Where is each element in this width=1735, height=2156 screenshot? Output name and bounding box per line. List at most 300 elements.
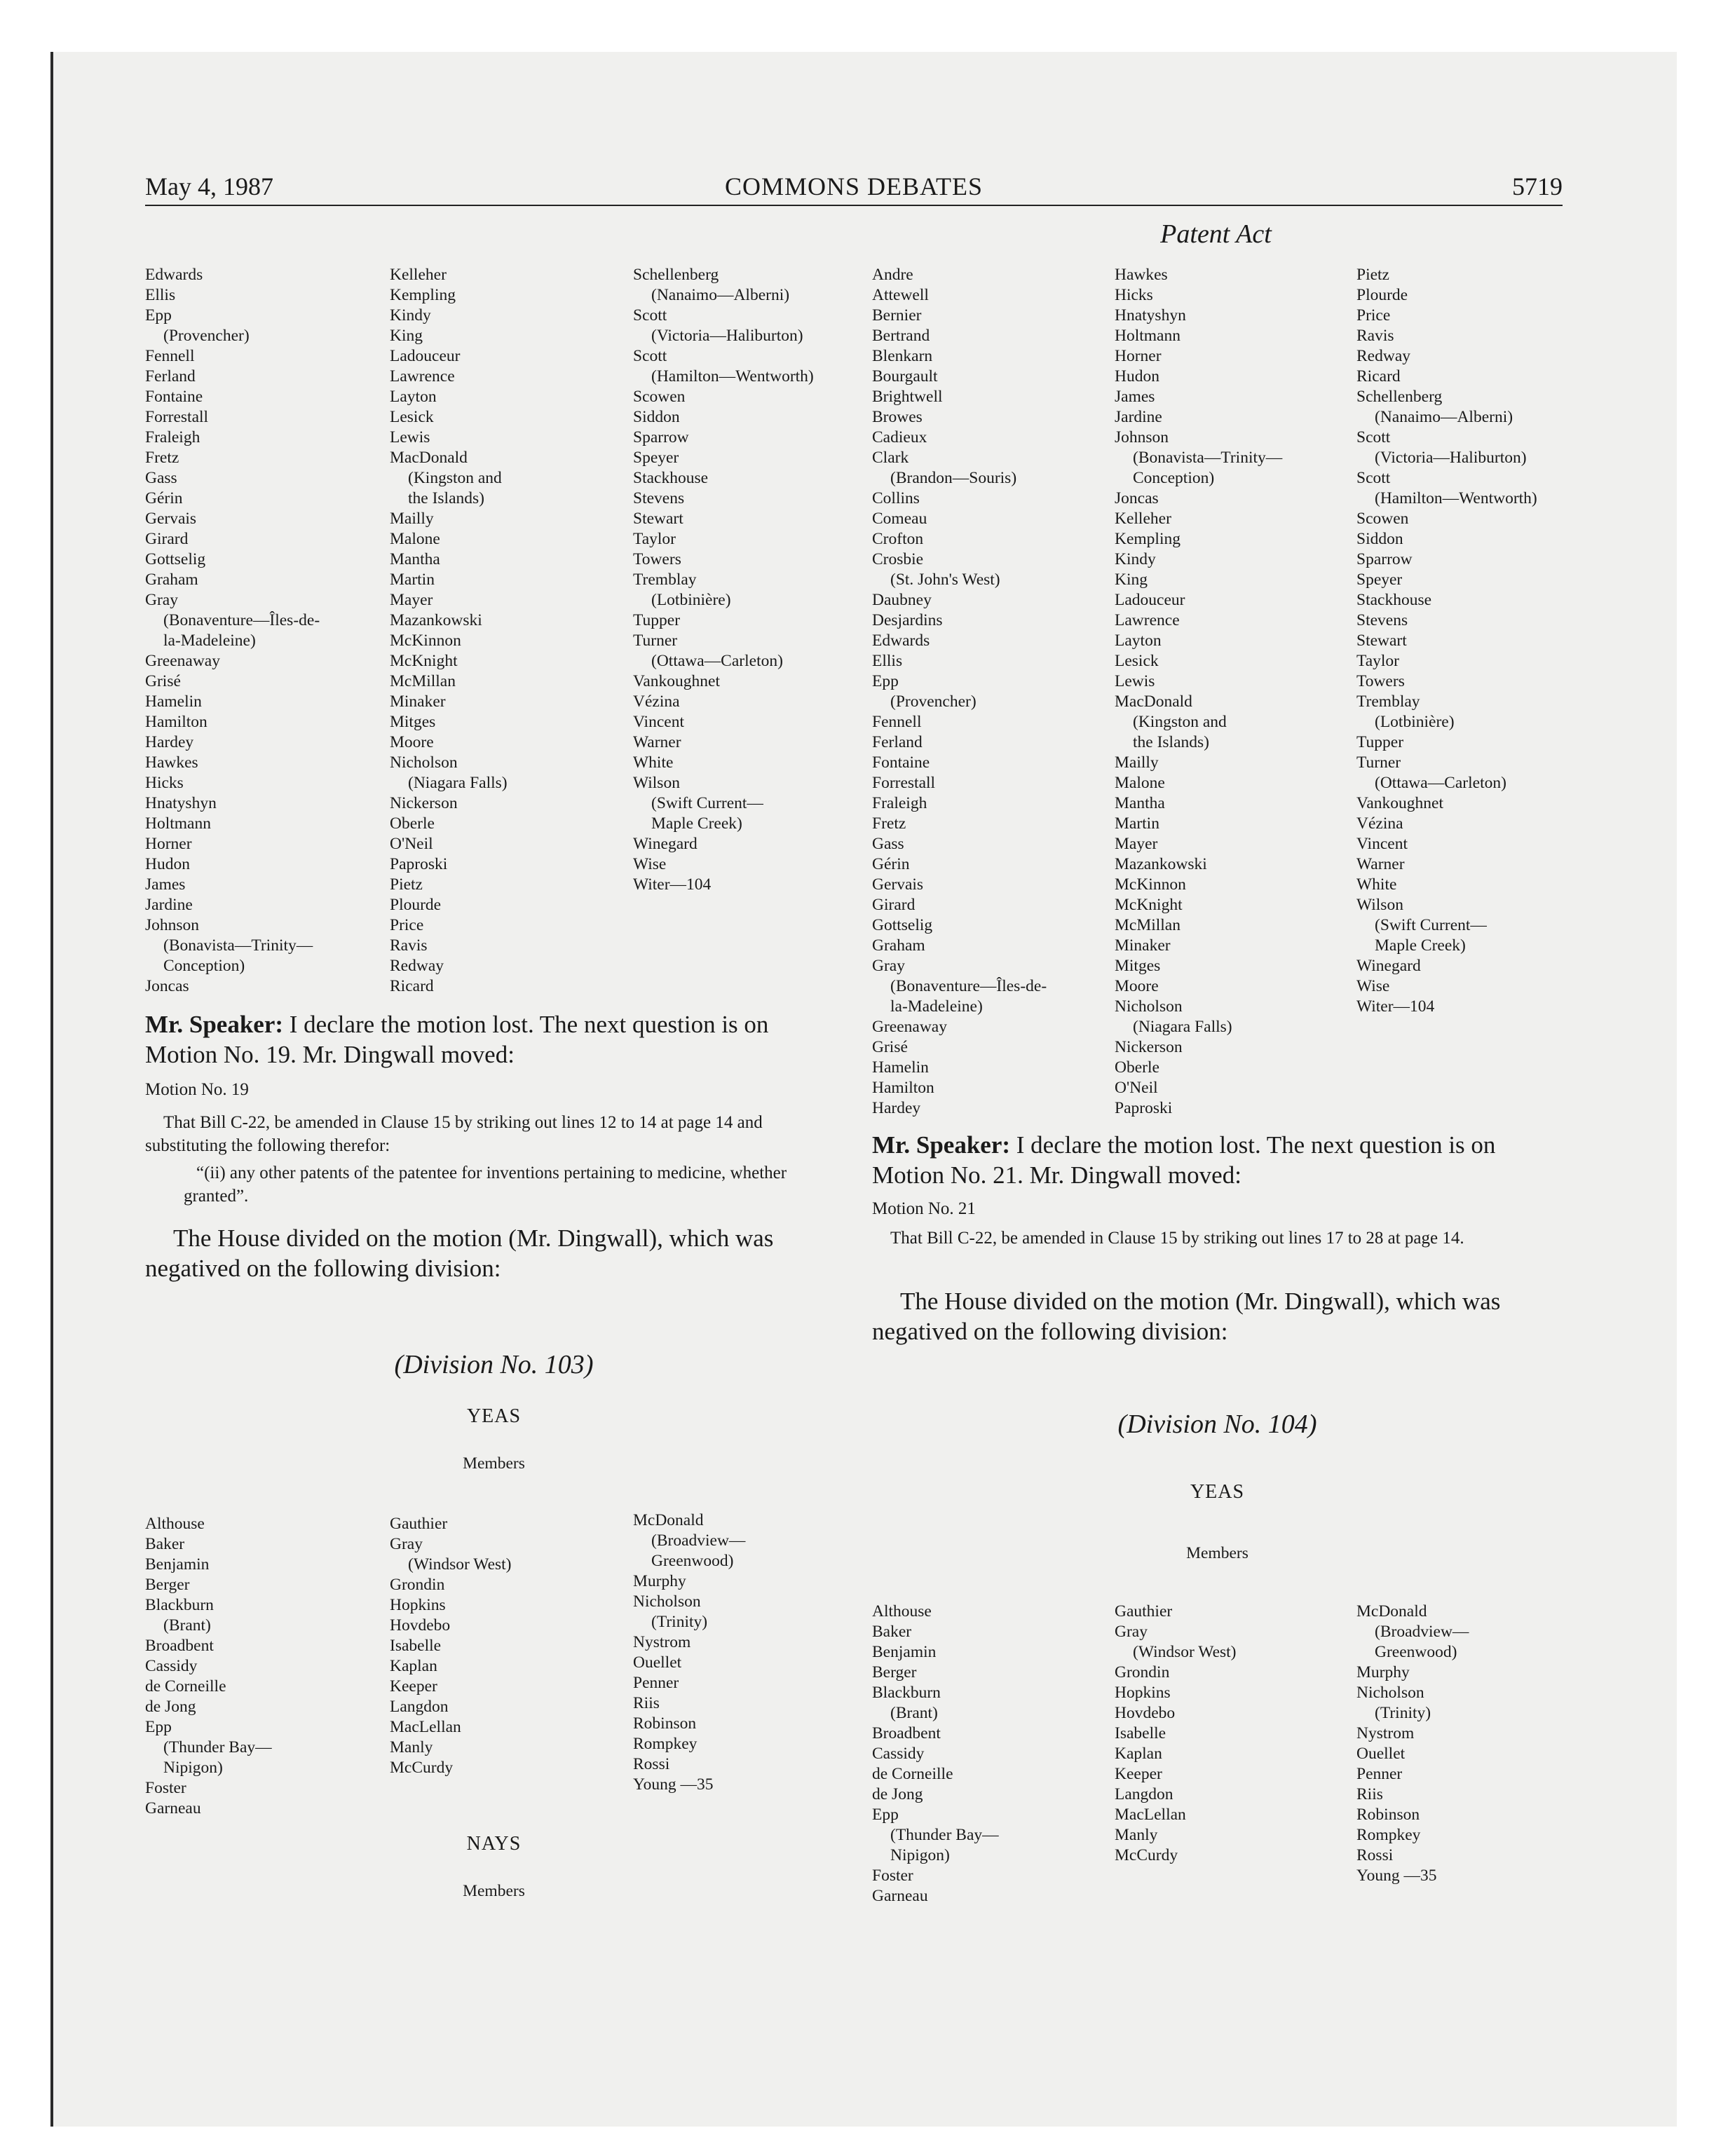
scan-edge-shadow: [50, 52, 53, 2127]
member-name: Paproski: [390, 855, 448, 873]
member-name: Speyer: [1356, 571, 1403, 589]
member-name: Epp: [872, 672, 899, 690]
member-name: Robinson: [1356, 1806, 1420, 1824]
member-name: Blenkarn: [872, 347, 933, 365]
member-name: (Hamilton—Wentworth): [651, 367, 814, 386]
member-name: Ladouceur: [390, 347, 461, 365]
member-name: Kelleher: [390, 266, 447, 284]
left-motion-quote: “(ii) any other patents of the patentee for inventions pertaining to medicine, whether granted”.: [184, 1164, 787, 1206]
member-name: Ferland: [145, 367, 196, 386]
member-name: Keeper: [390, 1677, 437, 1696]
member-name: Winegard: [1356, 957, 1421, 975]
speaker-label: Mr. Speaker:: [872, 1131, 1011, 1159]
member-name: Fraleigh: [872, 794, 927, 812]
member-name: O'Neil: [390, 835, 433, 853]
member-name: Maple Creek): [651, 814, 742, 833]
member-name: Nicholson: [1356, 1684, 1424, 1702]
member-name: Minaker: [390, 692, 446, 711]
member-name: Mayer: [390, 591, 433, 609]
member-name: (Victoria—Haliburton): [1375, 449, 1527, 467]
member-name: Nickerson: [1115, 1038, 1183, 1056]
member-name: Girard: [872, 896, 916, 914]
member-name: Ellis: [145, 286, 176, 304]
member-name: Girard: [145, 530, 189, 548]
member-name: (Niagara Falls): [408, 774, 508, 792]
member-name: Jardine: [1115, 408, 1162, 426]
member-name: Lawrence: [1115, 611, 1180, 629]
member-name: Andre: [872, 266, 913, 284]
member-name: Price: [1356, 306, 1391, 325]
member-name: Fennell: [145, 347, 195, 365]
member-name: Hudon: [145, 855, 190, 873]
member-name: King: [1115, 571, 1148, 589]
member-name: Lewis: [390, 428, 430, 446]
member-name: James: [1115, 388, 1155, 406]
division-suffix: ): [584, 1350, 594, 1379]
member-name: Scott: [633, 306, 667, 325]
member-name: Vincent: [1356, 835, 1408, 853]
right-yeas-column-3: [1356, 1602, 1469, 1886]
left-nays-members-label: Members: [463, 1882, 525, 1900]
member-name: Mantha: [1115, 794, 1165, 812]
member-name: Graham: [872, 936, 925, 955]
member-name: Graham: [145, 571, 198, 589]
member-name: Gauthier: [1115, 1602, 1173, 1621]
member-name: Fretz: [145, 449, 179, 467]
right-nays-column-1: [872, 265, 1047, 1119]
member-name: Witer—104: [1356, 997, 1435, 1016]
member-name: la-Madeleine): [163, 632, 256, 650]
member-name: Althouse: [145, 1515, 205, 1533]
member-name: Warner: [633, 733, 681, 751]
member-name: Comeau: [872, 510, 927, 528]
member-name: Towers: [633, 550, 681, 568]
member-name: (Bonaventure—Îles-de-: [890, 977, 1047, 995]
member-name: Martin: [390, 571, 435, 589]
left-yeas-column-2: [390, 1514, 512, 1778]
member-name: Kindy: [390, 306, 431, 325]
member-name: Wilson: [1356, 896, 1403, 914]
member-name: Broadbent: [145, 1637, 214, 1655]
member-name: MacDonald: [1115, 692, 1192, 711]
member-name: Hicks: [145, 774, 184, 792]
member-name: Greenwood): [1375, 1643, 1457, 1661]
member-name: (Swift Current—: [1375, 916, 1487, 934]
member-name: Gottselig: [145, 550, 206, 568]
member-name: Scott: [1356, 469, 1391, 487]
member-name: White: [1356, 875, 1397, 894]
member-name: (Trinity): [1375, 1704, 1431, 1722]
member-name: Hicks: [1115, 286, 1153, 304]
member-name: Hudon: [1115, 367, 1159, 386]
member-name: Mazankowski: [1115, 855, 1207, 873]
member-name: Stewart: [633, 510, 683, 528]
member-name: Stevens: [1356, 611, 1408, 629]
member-name: Taylor: [1356, 652, 1399, 670]
member-name: Gass: [872, 835, 904, 853]
member-name: Gérin: [872, 855, 910, 873]
left-division-heading: [145, 1349, 843, 1380]
member-name: Lesick: [390, 408, 434, 426]
member-name: Penner: [1356, 1765, 1403, 1783]
division-number: Division No. 103: [403, 1350, 585, 1379]
member-name: Lesick: [1115, 652, 1159, 670]
left-yeas-heading: YEAS: [466, 1405, 522, 1427]
member-name: Malone: [1115, 774, 1165, 792]
member-name: Siddon: [1356, 530, 1403, 548]
member-name: Fretz: [872, 814, 906, 833]
member-name: Joncas: [1115, 489, 1159, 507]
member-name: McKnight: [390, 652, 458, 670]
member-name: Browes: [872, 408, 923, 426]
member-name: Grondin: [390, 1576, 445, 1594]
member-name: Conception): [1133, 469, 1215, 487]
member-name: Tremblay: [633, 571, 697, 589]
member-name: Horner: [1115, 347, 1162, 365]
member-name: Pietz: [1356, 266, 1389, 284]
member-name: McMillan: [1115, 916, 1181, 934]
right-division-statement: The House divided on the motion (Mr. Dingwall), which was negatived on the following division:: [872, 1288, 1501, 1345]
member-name: Kaplan: [1115, 1745, 1162, 1763]
member-name: Layton: [390, 388, 437, 406]
member-name: (Provencher): [890, 692, 977, 711]
member-name: Stevens: [633, 489, 685, 507]
member-name: Redway: [1356, 347, 1411, 365]
page-header: [145, 168, 1563, 206]
member-name: Benjamin: [145, 1555, 210, 1574]
member-name: Isabelle: [390, 1637, 442, 1655]
member-name: Mailly: [1115, 753, 1159, 772]
member-name: Crofton: [872, 530, 924, 548]
member-name: (Thunder Bay—: [163, 1738, 272, 1756]
member-name: (Provencher): [163, 327, 250, 345]
member-name: Schellenberg: [1356, 388, 1443, 406]
member-name: (Lotbinière): [651, 591, 731, 609]
member-name: Gottselig: [872, 916, 933, 934]
member-name: Nystrom: [633, 1633, 691, 1651]
member-name: Vézina: [633, 692, 680, 711]
member-name: the Islands): [1133, 733, 1209, 751]
member-name: Oberle: [1115, 1058, 1159, 1077]
member-name: Kelleher: [1115, 510, 1171, 528]
member-name: Rossi: [1356, 1846, 1394, 1864]
member-name: (Bonavista—Trinity—: [1133, 449, 1283, 467]
member-name: Cadieux: [872, 428, 927, 446]
member-name: Foster: [145, 1779, 186, 1797]
member-name: (Bonavista—Trinity—: [163, 936, 313, 955]
member-name: McCurdy: [1115, 1846, 1178, 1864]
member-name: McCurdy: [390, 1759, 454, 1777]
member-name: Johnson: [1115, 428, 1169, 446]
left-yeas-column-3: [633, 1510, 745, 1795]
member-name: Hnatyshyn: [1115, 306, 1186, 325]
member-name: Isabelle: [1115, 1724, 1166, 1742]
left-nays-heading: NAYS: [466, 1833, 522, 1855]
member-name: Manly: [1115, 1826, 1158, 1844]
member-name: Baker: [872, 1623, 912, 1641]
member-name: Lawrence: [390, 367, 455, 386]
member-name: Conception): [163, 957, 245, 975]
left-motion-label: Motion No. 19: [145, 1080, 249, 1099]
member-name: Hopkins: [390, 1596, 446, 1614]
member-name: Fontaine: [872, 753, 930, 772]
member-name: Garneau: [145, 1799, 201, 1817]
member-name: de Jong: [872, 1785, 923, 1803]
member-name: Hovdebo: [390, 1616, 451, 1635]
member-name: Rompkey: [1356, 1826, 1421, 1844]
right-yeas-column-1: [872, 1602, 999, 1906]
member-name: (St. John's West): [890, 571, 1000, 589]
member-name: Kempling: [1115, 530, 1181, 548]
member-name: Crosbie: [872, 550, 924, 568]
left-nays-column-1: [145, 265, 320, 997]
member-name: Schellenberg: [633, 266, 719, 284]
member-name: Althouse: [872, 1602, 932, 1621]
right-yeas-heading: YEAS: [1190, 1481, 1245, 1503]
member-name: Jardine: [145, 896, 193, 914]
member-name: Johnson: [145, 916, 200, 934]
member-name: Plourde: [1356, 286, 1408, 304]
member-name: Cassidy: [145, 1657, 198, 1675]
member-name: (Swift Current—: [651, 794, 763, 812]
member-name: Turner: [1356, 753, 1401, 772]
member-name: Fraleigh: [145, 428, 200, 446]
member-name: Sparrow: [633, 428, 689, 446]
member-name: Mailly: [390, 510, 434, 528]
left-speaker-statement: [145, 1009, 843, 1070]
member-name: Ouellet: [1356, 1745, 1406, 1763]
division-prefix: (: [394, 1350, 404, 1379]
member-name: Ricard: [1356, 367, 1401, 386]
member-name: Wise: [1356, 977, 1390, 995]
member-name: Kempling: [390, 286, 456, 304]
member-name: Stackhouse: [633, 469, 709, 487]
member-name: Edwards: [145, 266, 203, 284]
member-name: Maple Creek): [1375, 936, 1466, 955]
member-name: Scott: [1356, 428, 1391, 446]
member-name: White: [633, 753, 674, 772]
member-name: Gass: [145, 469, 177, 487]
member-name: Benjamin: [872, 1643, 937, 1661]
left-nays-column-3: [633, 265, 814, 895]
member-name: (Ottawa—Carleton): [1375, 774, 1506, 792]
member-name: Keeper: [1115, 1765, 1162, 1783]
right-nays-column-3: [1356, 265, 1537, 1017]
member-name: Hovdebo: [1115, 1704, 1176, 1722]
member-name: MacLellan: [1115, 1806, 1186, 1824]
member-name: Vézina: [1356, 814, 1403, 833]
member-name: Hnatyshyn: [145, 794, 217, 812]
division-prefix: (: [1117, 1410, 1127, 1439]
member-name: (Brant): [890, 1704, 938, 1722]
member-name: Riis: [1356, 1785, 1383, 1803]
division-suffix: ): [1307, 1410, 1317, 1439]
member-name: Stackhouse: [1356, 591, 1432, 609]
member-name: Scott: [633, 347, 667, 365]
member-name: Nicholson: [633, 1592, 701, 1611]
member-name: (Brant): [163, 1616, 211, 1635]
member-name: (Bonaventure—Îles-de-: [163, 611, 320, 629]
member-name: Grondin: [1115, 1663, 1170, 1681]
member-name: Gauthier: [390, 1515, 448, 1533]
right-nays-column-2: [1115, 265, 1282, 1119]
member-name: Rompkey: [633, 1735, 698, 1753]
member-name: Forrestall: [145, 408, 209, 426]
member-name: Cassidy: [872, 1745, 925, 1763]
member-name: Oberle: [390, 814, 435, 833]
member-name: Berger: [145, 1576, 190, 1594]
member-name: Nicholson: [1115, 997, 1183, 1016]
right-motion-text: That Bill C-22, be amended in Clause 15 by striking out lines 17 to 28 at page 14.: [890, 1229, 1464, 1248]
member-name: Siddon: [633, 408, 680, 426]
member-name: Ellis: [872, 652, 903, 670]
member-name: Hawkes: [1115, 266, 1168, 284]
member-name: Grisé: [145, 672, 181, 690]
left-yeas-members-label: Members: [463, 1454, 525, 1473]
member-name: Horner: [145, 835, 192, 853]
member-name: Nipigon): [890, 1846, 950, 1864]
member-name: McKnight: [1115, 896, 1183, 914]
member-name: Greenwood): [651, 1552, 734, 1570]
member-name: Wise: [633, 855, 667, 873]
member-name: Gray: [1115, 1623, 1148, 1641]
member-name: Gray: [872, 957, 905, 975]
member-name: Scowen: [1356, 510, 1409, 528]
member-name: Vankoughnet: [1356, 794, 1444, 812]
member-name: Tupper: [1356, 733, 1404, 751]
member-name: Ricard: [390, 977, 434, 995]
member-name: (Hamilton—Wentworth): [1375, 489, 1537, 507]
member-name: McDonald: [1356, 1602, 1427, 1621]
member-name: Paproski: [1115, 1099, 1173, 1117]
member-name: Brightwell: [872, 388, 943, 406]
left-nays-column-2: [390, 265, 508, 997]
member-name: Moore: [1115, 977, 1159, 995]
member-name: Witer—104: [633, 875, 712, 894]
member-name: Hamelin: [872, 1058, 929, 1077]
member-name: Fontaine: [145, 388, 203, 406]
member-name: (Broadview—: [651, 1531, 746, 1550]
member-name: Greenaway: [872, 1018, 947, 1036]
member-name: Turner: [633, 632, 678, 650]
member-name: Nickerson: [390, 794, 458, 812]
member-name: Mazankowski: [390, 611, 482, 629]
member-name: de Corneille: [872, 1765, 953, 1783]
member-name: Mitges: [1115, 957, 1161, 975]
member-name: MacLellan: [390, 1718, 461, 1736]
member-name: Speyer: [633, 449, 679, 467]
member-name: Lewis: [1115, 672, 1155, 690]
member-name: (Kingston and: [1133, 713, 1227, 731]
member-name: Pietz: [390, 875, 423, 894]
member-name: de Corneille: [145, 1677, 226, 1696]
member-name: Wilson: [633, 774, 680, 792]
member-name: Bernier: [872, 306, 922, 325]
member-name: Garneau: [872, 1887, 928, 1905]
member-name: Nystrom: [1356, 1724, 1415, 1742]
member-name: McMillan: [390, 672, 456, 690]
member-name: Gérin: [145, 489, 183, 507]
left-motion-text: That Bill C-22, be amended in Clause 15 by striking out lines 12 to 14 at page 14 and substituting the following therefor:: [145, 1113, 763, 1155]
member-name: Collins: [872, 489, 920, 507]
member-name: the Islands): [408, 489, 484, 507]
member-name: Taylor: [633, 530, 676, 548]
member-name: Greenaway: [145, 652, 220, 670]
member-name: Desjardins: [872, 611, 943, 629]
member-name: (Niagara Falls): [1133, 1018, 1232, 1036]
member-name: (Lotbinière): [1375, 713, 1455, 731]
member-name: Gervais: [872, 875, 924, 894]
member-name: Malone: [390, 530, 440, 548]
member-name: Daubney: [872, 591, 932, 609]
left-division-statement: The House divided on the motion (Mr. Dingwall), which was negatived on the following division:: [145, 1224, 774, 1282]
left-yeas-column-1: [145, 1514, 272, 1819]
member-name: Hamilton: [872, 1079, 934, 1097]
member-name: Stewart: [1356, 632, 1407, 650]
member-name: Ravis: [390, 936, 428, 955]
member-name: McKinnon: [390, 632, 461, 650]
member-name: Ravis: [1356, 327, 1394, 345]
member-name: Tupper: [633, 611, 681, 629]
member-name: (Windsor West): [408, 1555, 512, 1574]
member-name: Riis: [633, 1694, 660, 1712]
member-name: James: [145, 875, 186, 894]
member-name: (Trinity): [651, 1613, 708, 1631]
member-name: McKinnon: [1115, 875, 1186, 894]
member-name: Foster: [872, 1867, 913, 1885]
member-name: (Nanaimo—Alberni): [1375, 408, 1513, 426]
member-name: Scowen: [633, 388, 686, 406]
member-name: Blackburn: [872, 1684, 941, 1702]
member-name: Nipigon): [163, 1759, 223, 1777]
member-name: Grisé: [872, 1038, 908, 1056]
member-name: Young —35: [633, 1775, 714, 1794]
member-name: Bertrand: [872, 327, 930, 345]
member-name: Baker: [145, 1535, 185, 1553]
member-name: Rossi: [633, 1755, 670, 1773]
right-yeas-members-label: Members: [1186, 1544, 1248, 1562]
member-name: Hopkins: [1115, 1684, 1171, 1702]
member-name: Kaplan: [390, 1657, 437, 1675]
member-name: Redway: [390, 957, 444, 975]
member-name: Holtmann: [145, 814, 211, 833]
member-name: Layton: [1115, 632, 1162, 650]
member-name: Minaker: [1115, 936, 1171, 955]
member-name: Penner: [633, 1674, 679, 1692]
member-name: Tremblay: [1356, 692, 1420, 711]
member-name: Gray: [390, 1535, 423, 1553]
member-name: (Nanaimo—Alberni): [651, 286, 790, 304]
member-name: Epp: [872, 1806, 899, 1824]
header-title: COMMONS DEBATES: [724, 172, 984, 200]
member-name: Mantha: [390, 550, 440, 568]
member-name: Fennell: [872, 713, 922, 731]
division-number: Division No. 104: [1127, 1410, 1308, 1439]
right-division-heading: [872, 1409, 1563, 1440]
member-name: (Ottawa—Carleton): [651, 652, 783, 670]
member-name: Young —35: [1356, 1867, 1437, 1885]
member-name: (Broadview—: [1375, 1623, 1469, 1641]
member-name: Vincent: [633, 713, 684, 731]
member-name: Hardey: [145, 733, 194, 751]
member-name: Bourgault: [872, 367, 938, 386]
member-name: O'Neil: [1115, 1079, 1158, 1097]
member-name: de Jong: [145, 1698, 196, 1716]
member-name: Hawkes: [145, 753, 198, 772]
member-name: (Brandon—Souris): [890, 469, 1017, 487]
member-name: Winegard: [633, 835, 698, 853]
member-name: (Kingston and: [408, 469, 502, 487]
